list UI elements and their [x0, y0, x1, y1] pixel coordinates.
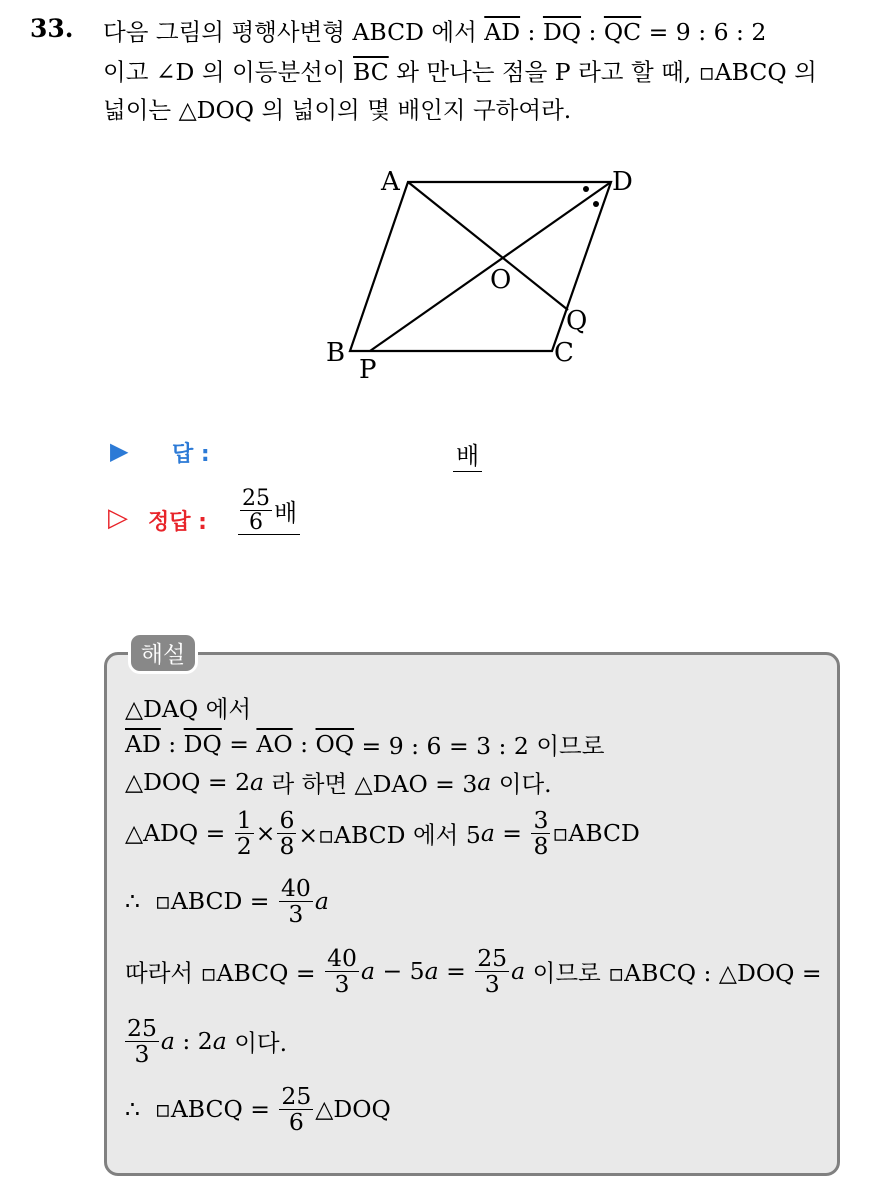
- solution-line-8: ∴ ▫ABCQ = $\frac{25}{6}$ △DOQ: [125, 1082, 391, 1136]
- question-line-3: 넓이는 △DOQ 의 넓이의 몇 배인지 구하여라.: [103, 96, 572, 124]
- solution-line-4: △ADQ = $\frac{1}{2}$ × $\frac{6}{8}$ ×▫ABCD 에서 5 a = $\frac{3}{8}$ ▫ABCD: [125, 806, 640, 860]
- solution-line-2: $\overline{AD}$ : $\overline{DQ}$ = $\overline{AO}$ : $\overline{OQ}$ = 9 : 6 = 3 : 2 이므로: [125, 730, 605, 760]
- answer-label: 답 :: [172, 442, 210, 467]
- angle-mark-dot-2: [593, 201, 599, 207]
- label-b: B: [326, 338, 346, 368]
- label-a: A: [381, 167, 400, 197]
- question-line-2: 이고 ∠D 의 이등분선이 $\overline{BC}$ 와 만나는 점을 P 라고 할 때, ▫ABCQ 의: [103, 58, 817, 86]
- correct-answer-value: $\frac{25}{6}$ 배: [238, 487, 300, 535]
- solution-line-6: 따라서 ▫ABCQ = $\frac{40}{3}$ a − 5 a = $\frac{25}{3}$ a 이므로 ▫ABCQ : △DOQ =: [125, 944, 822, 998]
- parallelogram-figure: [320, 160, 640, 390]
- solution-line-1: △DAQ 에서: [125, 695, 252, 723]
- solution-line-5: ∴ ▫ABCD = $\frac{40}{3}$ a: [125, 874, 329, 928]
- solution-tag: 해설: [128, 632, 198, 674]
- solution-line-7: $\frac{25}{3}$ a : 2 a 이다.: [127, 1014, 288, 1068]
- answer-unit: 배: [453, 436, 482, 472]
- solution-line-3: △DOQ = 2 a 라 하면 △DAO = 3 a 이다.: [125, 768, 552, 798]
- correct-arrow-icon: ▷: [108, 503, 128, 533]
- label-o: O: [490, 265, 512, 295]
- label-c: C: [554, 338, 574, 368]
- label-q: Q: [566, 306, 588, 336]
- question-line-1: 다음 그림의 평행사변형 ABCD 에서 $\overline{AD}$ : $\overline{DQ}$ : $\overline{QC} = 9$ : 6 : 2: [103, 18, 767, 46]
- question-number: 33.: [30, 14, 74, 43]
- label-p: P: [359, 355, 377, 385]
- label-d: D: [612, 167, 633, 197]
- angle-mark-dot-1: [583, 186, 589, 192]
- answer-arrow-icon: ▶: [110, 437, 129, 465]
- segment-aq: [408, 182, 568, 310]
- correct-label: 정답 :: [148, 510, 207, 535]
